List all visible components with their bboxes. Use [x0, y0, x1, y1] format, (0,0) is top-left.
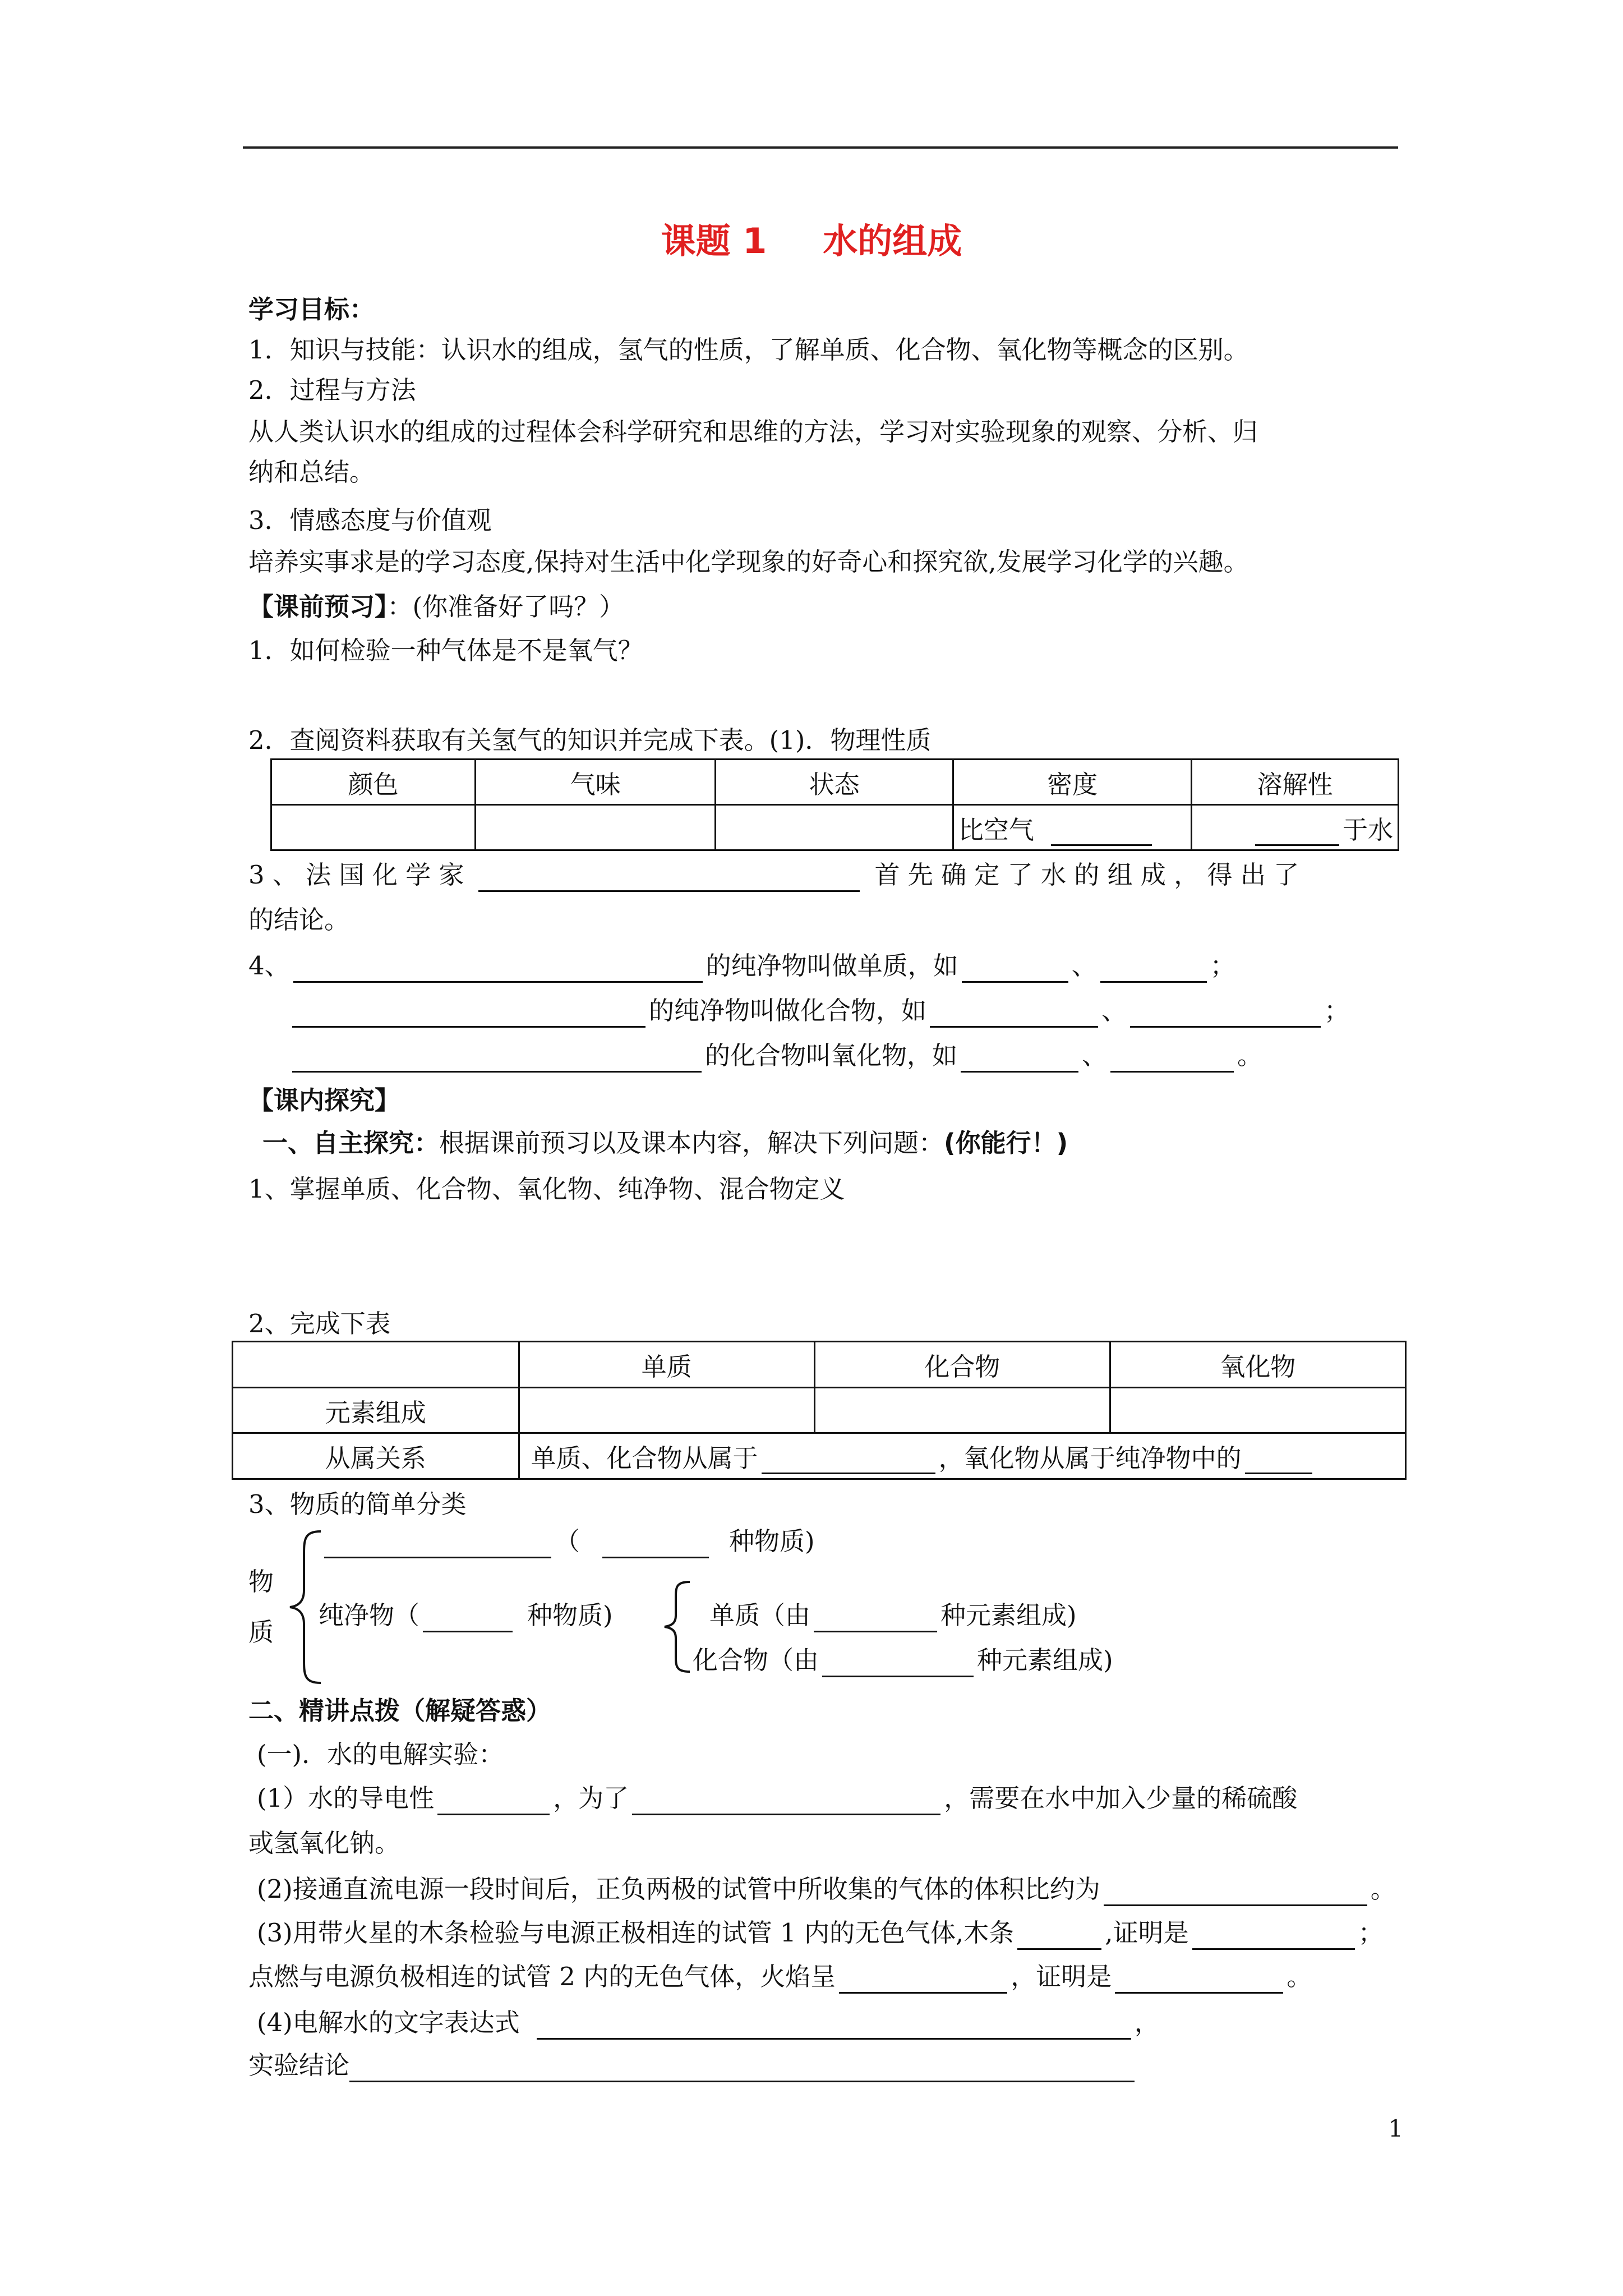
- equation-blank[interactable]: [537, 2013, 1131, 2040]
- mixture-blank[interactable]: [324, 1532, 551, 1558]
- cell-color[interactable]: [271, 805, 476, 850]
- preview-question-4a: [248, 949, 1235, 983]
- mixture-line: [324, 1525, 815, 1558]
- preview-heading-note: ：(你准备好了吗？）: [387, 592, 625, 622]
- q4-compound-def-blank[interactable]: [292, 1001, 645, 1028]
- solubility-label: 于水: [1342, 815, 1393, 845]
- preview-heading: 【课前预习】: [248, 592, 388, 622]
- compound-tail: 种元素组成): [977, 1645, 1113, 1675]
- compound-line: [693, 1644, 1113, 1677]
- separator: ，: [1134, 2008, 1160, 2037]
- q4-prefix: 4、: [248, 951, 290, 981]
- row-subordination-label: 从属关系: [233, 1433, 519, 1479]
- density-label: 比空气: [958, 815, 1034, 845]
- q4-oxide-text: 的化合物叫氧化物，如: [705, 1041, 958, 1070]
- p3-b: ,证明是: [1105, 1918, 1189, 1948]
- objective-3: 3．情感态度与价值观: [248, 505, 492, 535]
- row-element-composition-label: 元素组成: [233, 1388, 519, 1433]
- element-count-blank[interactable]: [814, 1606, 937, 1632]
- header-oxide: 氧化物: [1110, 1342, 1405, 1388]
- q4-element-example-2[interactable]: [1100, 956, 1207, 983]
- root-char-2: 质: [248, 1617, 274, 1647]
- preview-question-3: [248, 858, 1299, 892]
- compound-count-blank[interactable]: [822, 1651, 974, 1677]
- separator: ；: [1210, 951, 1235, 981]
- q4-compound-text: 的纯净物叫做化合物，如: [649, 996, 927, 1025]
- classification-table: [232, 1341, 1407, 1480]
- subordination-text-a: 单质、化合物从属于: [531, 1443, 758, 1473]
- objective-2-text-a: 从人类认识水的组成的过程体会科学研究和思维的方法，学习对实验现象的观察、分析、归: [248, 417, 1258, 447]
- preview-heading-line: [248, 590, 624, 624]
- preview-question-2: 2．查阅资料获取有关氢气的知识并完成下表。(1)．物理性质: [248, 725, 932, 755]
- pure-count-blank[interactable]: [423, 1606, 513, 1632]
- inquiry-item-1: 1、掌握单质、化合物、氧化物、纯净物、混合物定义: [248, 1174, 845, 1204]
- conclusion-label: 实验结论: [248, 2050, 350, 2080]
- objectives-heading: 学习目标：: [248, 295, 375, 324]
- flame-color-blank[interactable]: [839, 1967, 1007, 1994]
- conductivity-blank[interactable]: [437, 1789, 550, 1815]
- separator: 。: [1237, 1041, 1263, 1070]
- gas-2-blank[interactable]: [1115, 1967, 1283, 1994]
- conclusion-blank[interactable]: [349, 2056, 1135, 2082]
- q3-start: 3 、 法 国 化 学 家: [248, 860, 464, 890]
- separator: ；: [1324, 996, 1350, 1025]
- explain-point-2: [257, 1872, 1396, 1906]
- purpose-blank[interactable]: [632, 1789, 940, 1815]
- cell-solubility[interactable]: [1192, 805, 1399, 850]
- cell-element-composition-2[interactable]: [814, 1388, 1110, 1433]
- pure-tail: 种物质): [527, 1600, 613, 1630]
- title-part1: 课题 1: [661, 220, 767, 261]
- page-number: 1: [1388, 2115, 1403, 2142]
- inquiry-heading: 【课内探究】: [248, 1085, 400, 1115]
- objective-1: 1．知识与技能：认识水的组成，氢气的性质，了解单质、化合物、氧化物等概念的区别。: [248, 335, 1249, 365]
- q4-oxide-example-2[interactable]: [1110, 1046, 1234, 1073]
- cell-density[interactable]: [953, 805, 1192, 850]
- explain-point-3: [257, 1916, 1384, 1950]
- header-density: 密度: [953, 760, 1192, 805]
- explain-point-3-cont: [248, 1960, 1312, 1994]
- p2-text: (2)接通直流电源一段时间后，正负两极的试管中所收集的气体的体积比约为: [257, 1874, 1100, 1904]
- root-char-1: 物: [248, 1567, 274, 1596]
- separator: 、: [1082, 1041, 1108, 1070]
- splint-result-blank[interactable]: [1017, 1924, 1101, 1950]
- cell-state[interactable]: [716, 805, 953, 850]
- self-inquiry-line: [262, 1126, 1068, 1160]
- compound-label: 化合物（由: [693, 1645, 819, 1675]
- subordination-text-b: ，氧化物从属于纯净物中的: [938, 1443, 1242, 1473]
- separator: 。: [1287, 1962, 1312, 1991]
- hydrogen-properties-table: [270, 758, 1399, 851]
- q4-element-def-blank[interactable]: [293, 956, 703, 983]
- objective-2: 2．过程与方法: [248, 375, 416, 405]
- header-solubility: 溶解性: [1192, 760, 1399, 805]
- preview-question-1: 1．如何检验一种气体是不是氧气？: [248, 636, 643, 665]
- inner-brace-icon: [662, 1579, 695, 1674]
- p3-d: ，证明是: [1011, 1962, 1112, 1991]
- separator: 、: [1071, 951, 1097, 981]
- inquiry-item-2: 2、完成下表: [248, 1309, 391, 1338]
- header-state: 状态: [716, 760, 953, 805]
- header-color: 颜色: [271, 760, 476, 805]
- q4-oxide-example-1[interactable]: [961, 1046, 1078, 1073]
- subordination-blank-2[interactable]: [1245, 1448, 1312, 1474]
- explain-heading: 二、精讲点拨（解疑答惑）: [248, 1696, 552, 1726]
- q4-compound-example-2[interactable]: [1130, 1001, 1321, 1028]
- density-blank[interactable]: [1051, 820, 1152, 846]
- q4-oxide-def-blank[interactable]: [292, 1046, 702, 1073]
- cell-odor[interactable]: [476, 805, 716, 850]
- header-element: 单质: [519, 1342, 814, 1388]
- q3-continuation: 的结论。: [248, 905, 350, 935]
- header-compound: 化合物: [814, 1342, 1110, 1388]
- cell-element-composition-1[interactable]: [519, 1388, 814, 1433]
- pure-substance-line: [319, 1599, 613, 1632]
- q4-compound-example-1[interactable]: [930, 1001, 1098, 1028]
- preview-question-4c: [289, 1039, 1262, 1073]
- p3-a: (3)用带火星的木条检验与电源正极相连的试管 1 内的无色气体,木条: [257, 1918, 1015, 1948]
- p1-c: ，需要在水中加入少量的稀硫酸: [944, 1783, 1298, 1813]
- separator: 。: [1370, 1874, 1396, 1904]
- self-inquiry-heading: 一、自主探究：: [262, 1128, 440, 1158]
- page-title: [0, 213, 1623, 263]
- objective-2-text-b: 纳和总结。: [248, 457, 375, 487]
- q3-chemist-blank[interactable]: [478, 866, 860, 892]
- explain-point-4: [257, 2006, 1160, 2040]
- element-tail: 种元素组成): [940, 1600, 1077, 1630]
- pure-label: 纯净物（: [319, 1600, 420, 1630]
- p3-c: 点燃与电源负极相连的试管 2 内的无色气体，火焰呈: [248, 1962, 836, 1991]
- preview-question-4b: [289, 994, 1349, 1028]
- header-rule: [243, 146, 1398, 149]
- conclusion-line: [248, 2049, 1138, 2082]
- blank-corner-cell: [233, 1342, 519, 1388]
- q4-element-example-1[interactable]: [962, 956, 1068, 983]
- q4-element-text: 的纯净物叫做单质，如: [706, 951, 958, 981]
- element-line: [709, 1599, 1077, 1632]
- gas-1-blank[interactable]: [1192, 1924, 1355, 1950]
- explain-point-1-cont: 或氢氧化钠。: [248, 1828, 400, 1858]
- p4-text: (4)电解水的文字表达式: [257, 2008, 520, 2037]
- explain-subheading: (一)．水的电解实验：: [257, 1740, 504, 1769]
- cell-element-composition-3[interactable]: [1110, 1388, 1405, 1433]
- header-odor: 气味: [476, 760, 716, 805]
- objective-3-text: 培养实事求是的学习态度,保持对生活中化学现象的好奇心和探究欲,发展学习化学的兴趣。: [248, 547, 1249, 577]
- solubility-blank[interactable]: [1255, 820, 1339, 846]
- title-part2: 水的组成: [823, 220, 962, 261]
- p1-b: ，为了: [553, 1783, 629, 1813]
- self-inquiry-tail: (你能行！): [944, 1128, 1068, 1158]
- separator: 、: [1101, 996, 1127, 1025]
- element-label: 单质（由: [709, 1600, 811, 1630]
- separator: ；: [1358, 1918, 1384, 1948]
- mixture-count-blank[interactable]: [602, 1532, 709, 1558]
- paren: （: [555, 1526, 580, 1556]
- explain-point-1: [257, 1782, 1297, 1815]
- mixture-tail: 种物质): [729, 1526, 815, 1556]
- p1-a: (1）水的导电性: [257, 1783, 435, 1813]
- inquiry-item-3: 3、物质的简单分类: [248, 1489, 467, 1519]
- volume-ratio-blank[interactable]: [1104, 1880, 1367, 1906]
- q3-end: 首 先 确 定 了 水 的 组 成 ， 得 出 了: [874, 860, 1299, 890]
- self-inquiry-text: 根据课前预习以及课本内容，解决下列问题：: [439, 1128, 944, 1158]
- subordination-blank-1[interactable]: [762, 1448, 935, 1474]
- cell-subordination[interactable]: [519, 1433, 1405, 1479]
